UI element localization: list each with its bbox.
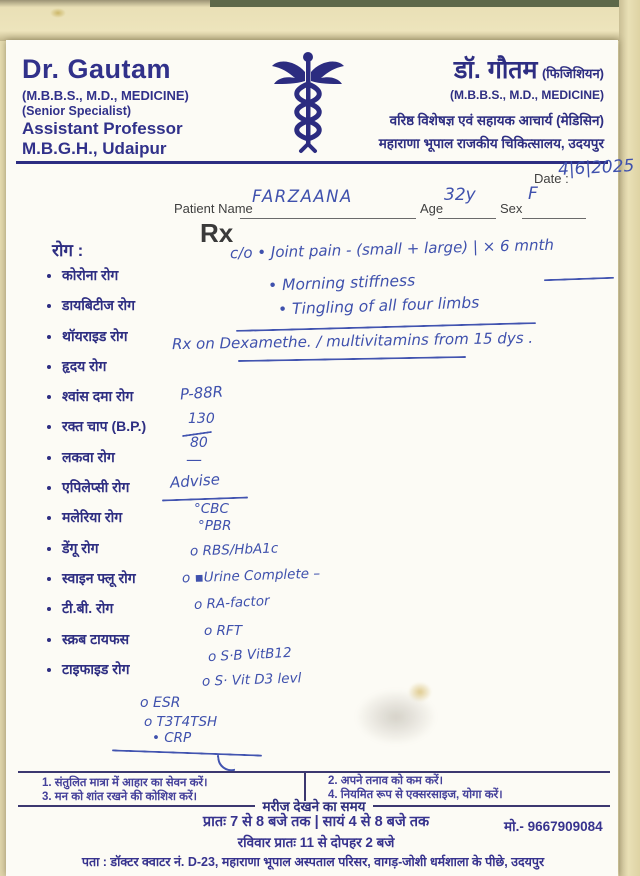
hospital-english: M.B.G.H., Udaipur xyxy=(22,139,167,158)
prescription-paper xyxy=(6,40,635,876)
disease-item-heart: • हृदय रोग xyxy=(62,357,242,387)
advice-1: 1. संतुलित मात्रा में आहार का सेवन करें। xyxy=(42,777,208,789)
disease-item-malaria: • मलेरिया रोग xyxy=(62,508,242,538)
disease-item-epilepsy: • एपिलेप्सी रोग xyxy=(62,478,242,508)
resp-rate-note: P-88R xyxy=(179,382,224,404)
test-rft: o RFT xyxy=(204,623,242,639)
disease-item-thyroid: • थॉयराइड रोग xyxy=(62,327,242,357)
timing-line1: प्रातः 7 से 8 बजे तक | सायं 4 से 8 बजे तक xyxy=(202,814,430,830)
doctor-name-hindi: डॉ. गौतम xyxy=(454,56,538,84)
bp-value-top: 130 xyxy=(188,411,215,427)
paralysis-dash-note: — xyxy=(186,450,202,469)
timing-rule-right xyxy=(373,805,610,807)
test-esr: o ESR xyxy=(140,695,181,711)
disease-item-bp: • रक्त चाप (B.P.) xyxy=(62,417,242,447)
sex-label: Sex xyxy=(500,201,523,216)
doctor-designation-english: Assistant Professor xyxy=(22,119,183,138)
test-vitd3: o S· Vit D3 levl xyxy=(201,670,302,690)
header-divider xyxy=(16,161,608,164)
sex-value: F xyxy=(528,184,538,204)
physician-hindi: (फिजिशियन) xyxy=(541,66,604,81)
test-cbc: °CBC xyxy=(194,501,229,517)
rx-symbol: Rx xyxy=(200,218,234,248)
age-value: 32y xyxy=(444,185,476,205)
bp-value-bottom: 80 xyxy=(190,435,208,451)
doctor-qualification-hindi: (M.B.B.S., M.D., MEDICINE) xyxy=(450,88,604,102)
mobile-number: मो.- 9667909084 xyxy=(504,819,603,834)
rx-complaint-line3: • Tingling of all four limbs xyxy=(277,293,480,319)
tests-closing-line xyxy=(112,749,262,756)
disease-item-paralysis: • लकवा रोग xyxy=(62,448,242,478)
disease-item-asthma: • श्वांस दमा रोग xyxy=(62,387,242,417)
sex-underline xyxy=(522,218,586,219)
patient-name-label: Patient Name xyxy=(174,201,253,216)
address-line: पता : डॉक्टर क्वाटर नं. D-23, महाराणा भूपाल अस्पताल परिसर, वागड़-जोशी धर्मशाला के पीछे, उदयपुर xyxy=(81,855,545,869)
timing-rule-left xyxy=(18,805,255,807)
patient-name-value: FARZAANA xyxy=(252,187,353,206)
doctor-senior-specialist: (Senior Specialist) xyxy=(22,104,132,118)
date-label: Date : xyxy=(534,171,569,186)
hospital-hindi: महाराणा भूपाल राजकीय चिकित्सालय, उदयपुर xyxy=(378,136,604,151)
scan-stain-small xyxy=(50,8,66,18)
advice-2: 2. अपने तनाव को कम करें। xyxy=(328,775,443,787)
timing-line2: रविवार प्रातः 11 से दोपहर 2 बजे xyxy=(237,835,395,850)
disease-item-tb: • टी.बी. रोग xyxy=(62,599,242,629)
disease-item-dengue: • डेंगू रोग xyxy=(62,539,242,569)
test-ra-factor: o RA-factor xyxy=(193,593,270,613)
disease-item-scrubtyphus: • स्क्रब टायफस xyxy=(62,630,242,660)
disease-item-typhoid: • टाइफाइड रोग xyxy=(62,660,242,690)
test-t3t4tsh: o T3T4TSH xyxy=(144,714,218,730)
doctor-qualification-english: (M.B.B.S., M.D., MEDICINE) xyxy=(22,88,189,103)
rx-history-line: Rx on Dexamethe. / multivitamins from 15 dys . xyxy=(171,328,534,354)
advice-4: 4. नियमित रूप से एक्सरसाइज, योगा करें। xyxy=(328,789,503,801)
header-hindi-block xyxy=(304,52,604,152)
yellow-stain xyxy=(408,682,432,702)
rx-line4-underline xyxy=(238,356,466,362)
scan-background-right xyxy=(619,0,640,876)
test-vitb12: o S·B VitB12 xyxy=(207,644,293,666)
test-pbr: °PBR xyxy=(198,518,232,534)
advise-note: Advise xyxy=(169,470,221,492)
advice-box-top-line xyxy=(18,771,610,773)
rx-complaint-line2: • Morning stiffness xyxy=(267,271,416,295)
rx-line1-underline xyxy=(544,277,614,281)
disease-list-heading: रोग : xyxy=(52,241,84,260)
disease-item-swineflu: • स्वाइन फ्लू रोग xyxy=(62,569,242,599)
rx-complaint-line1: c/o • Joint pain - (small + large) | × 6 mnth xyxy=(229,235,555,263)
doctor-name-english: Dr. Gautam xyxy=(22,54,172,84)
test-crp: • CRP xyxy=(152,730,192,746)
date-value-handwritten: 4|6|2025 xyxy=(557,156,635,180)
age-label: Age xyxy=(420,201,444,216)
age-underline xyxy=(438,218,496,219)
test-urine-complete: o ▪Urine Complete – xyxy=(181,565,321,587)
test-rbs-hba1c: o RBS/HbA1c xyxy=(189,540,279,560)
scan-edge-dark xyxy=(210,0,640,7)
advice-3: 3. मन को शांत रखने की कोशिश करें। xyxy=(42,791,198,803)
doctor-designation-hindi: वरिष्ठ विशेषज्ञ एवं सहायक आचार्य (मेडिसिन) xyxy=(389,113,604,128)
patient-name-underline xyxy=(240,218,416,219)
disease-item-corona: • कोरोना रोग xyxy=(62,266,242,296)
disease-item-diabetes: • डायबिटीज रोग xyxy=(62,296,242,326)
timing-heading: मरीज देखने का समय xyxy=(262,799,366,814)
